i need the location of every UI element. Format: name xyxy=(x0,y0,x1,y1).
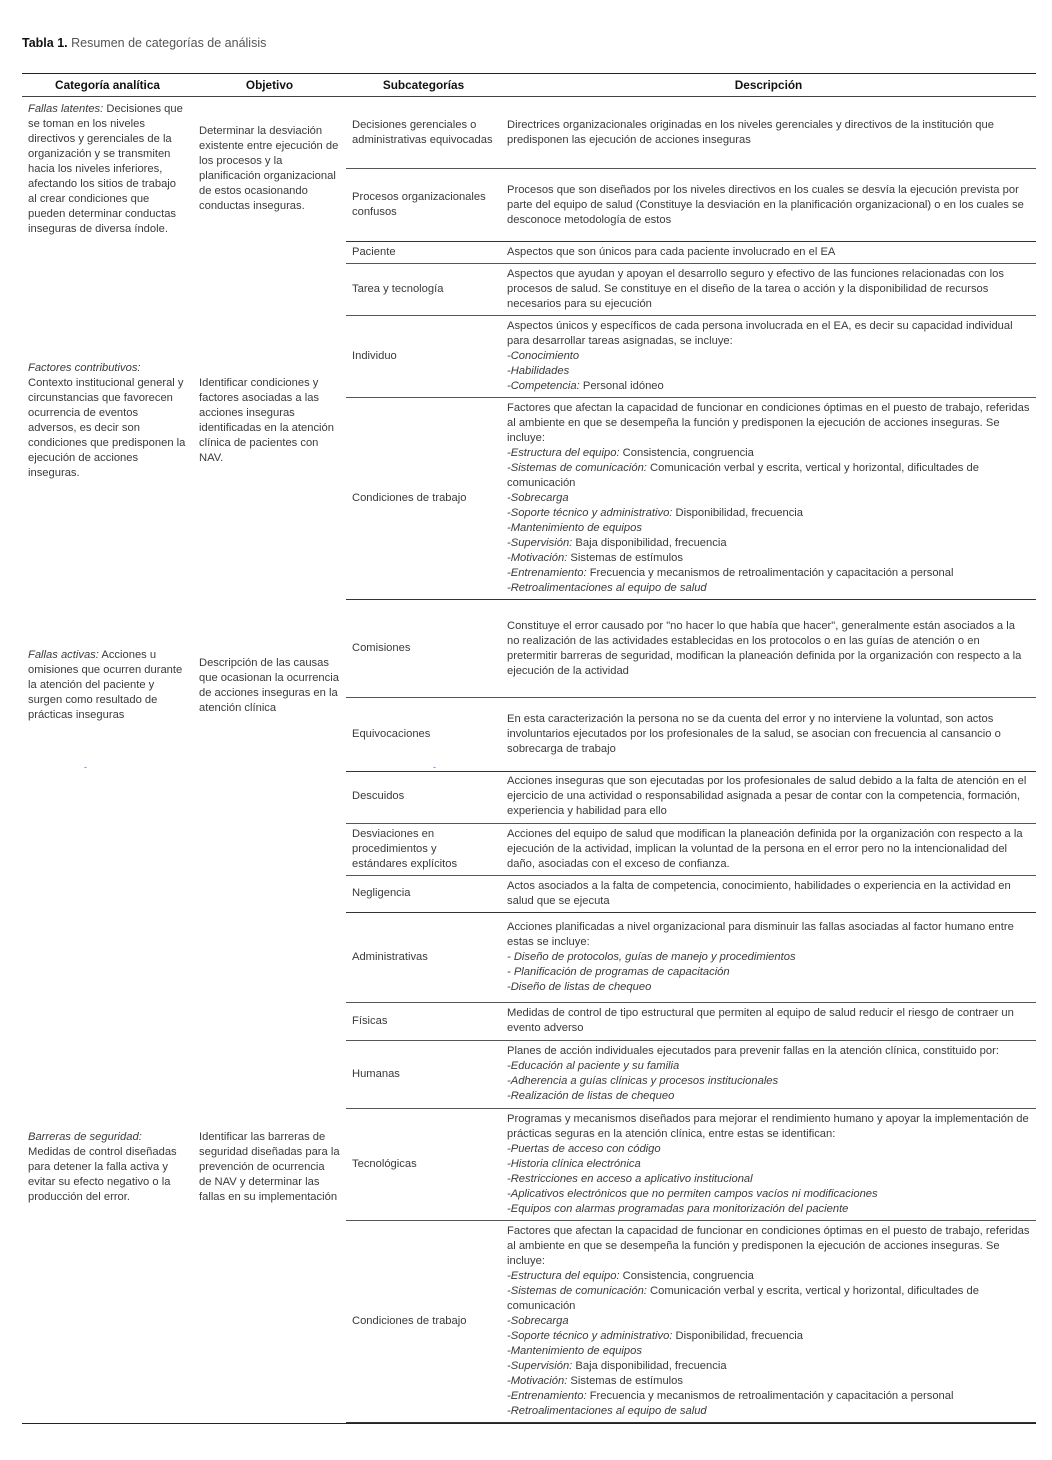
item-label: -Retroalimentaciones al equipo de salud xyxy=(507,582,707,594)
description-item xyxy=(507,1344,1030,1359)
subcategory-text: Decisiones gerenciales o administrativas equivocadas xyxy=(352,118,493,146)
description-cell xyxy=(501,1002,1036,1040)
subcategory-cell xyxy=(346,823,501,875)
description-item xyxy=(507,461,1030,491)
description-item xyxy=(507,965,1030,980)
category-label: Fallas activas: xyxy=(28,649,99,661)
subcategory-text: Comisiones xyxy=(352,642,411,654)
item-text: Personal idóneo xyxy=(579,380,664,392)
subcategory-cell xyxy=(346,1002,501,1040)
item-label: -Competencia: xyxy=(507,380,580,392)
header-subcategorias: Subcategorías xyxy=(346,74,501,97)
objective-cell xyxy=(193,600,346,772)
description-text: Acciones inseguras que son ejecutadas por los profesionales de salud debido a la falta de atención en el ejercicio de una actividad o responsabilidad asignada a pesar de contar con la competencia, formación, experiencia y habilidad para ello xyxy=(507,775,1027,818)
category-text: Medidas de control diseñadas para detener la falla activa y evitar su efecto negativo o la producción del error. xyxy=(28,1145,177,1203)
objective-text: Identificar las barreras de seguridad diseñadas para la prevención de ocurrencia de NAV y determinar las fallas en su implementación xyxy=(199,1130,340,1203)
caption-label: Tabla 1. xyxy=(22,36,68,50)
description-item xyxy=(507,1074,1030,1089)
description-item xyxy=(507,566,1030,581)
description-item xyxy=(507,1374,1030,1389)
description-text: Acciones del equipo de salud que modifican la planeación definida por la organización con respecto a la ejecución de la actividad, implican la voluntad de la persona en el error pero no la intencionalidad del daño, asociadas con el exceso de confianza. xyxy=(507,827,1023,870)
description-item xyxy=(507,1059,1030,1074)
subcategory-text: Condiciones de trabajo xyxy=(352,492,467,504)
description-item xyxy=(507,1172,1030,1187)
subcategory-cell xyxy=(346,398,501,600)
table-row xyxy=(22,97,1036,169)
description-item xyxy=(507,1089,1030,1104)
subcategory-cell xyxy=(346,264,501,316)
subcategory-text: Tarea y tecnología xyxy=(352,283,444,295)
description-item xyxy=(507,1314,1030,1329)
item-text: Sistemas de estímulos xyxy=(567,1374,683,1387)
item-label: -Sistemas de comunicación: xyxy=(507,462,647,474)
category-label: Factores contributivos: xyxy=(28,361,141,374)
subcategory-cell xyxy=(346,875,501,912)
description-item xyxy=(507,349,1030,364)
item-label: -Motivación: xyxy=(507,552,568,564)
description-intro: Acciones planificadas a nivel organizacional para disminuir las fallas asociadas al factor humano entre estas se incluye: xyxy=(507,920,1014,948)
item-label: -Habilidades xyxy=(507,365,570,377)
item-text: Disponibilidad, frecuencia xyxy=(672,507,804,519)
subcategory-text: Individuo xyxy=(352,350,397,362)
subcategory-cell xyxy=(346,1220,501,1422)
subcategory-cell xyxy=(346,97,501,169)
item-text: Disponibilidad, frecuencia xyxy=(672,1329,804,1342)
category-cell xyxy=(22,771,193,912)
description-item xyxy=(507,1329,1030,1344)
item-label: -Motivación: xyxy=(507,1374,568,1387)
subcategory-cell xyxy=(346,698,501,772)
description-cell xyxy=(501,875,1036,912)
description-cell xyxy=(501,823,1036,875)
item-label: -Sistemas de comunicación: xyxy=(507,1284,647,1297)
item-text: Baja disponibilidad, frecuencia xyxy=(572,537,727,549)
description-item xyxy=(507,551,1030,566)
subcategory-text: Tecnológicas xyxy=(352,1157,417,1170)
subcategory-text: Procesos organizacionales confusos xyxy=(352,191,486,218)
stray-mark: - xyxy=(84,762,87,772)
item-text: Sistemas de estímulos xyxy=(567,552,683,564)
item-label: -Realización de listas de chequeo xyxy=(507,1090,675,1102)
category-cell xyxy=(22,242,193,600)
description-item xyxy=(507,1202,1030,1217)
category-label: Barreras de seguridad: xyxy=(28,1130,142,1143)
item-label: - Planificación de programas de capacitación xyxy=(507,965,730,978)
item-label: -Restricciones en acceso a aplicativo institucional xyxy=(507,1172,753,1185)
subcategory-text: Físicas xyxy=(352,1014,388,1027)
description-item xyxy=(507,1389,1030,1404)
stray-mark: - xyxy=(433,762,436,772)
description-text: Aspectos que son únicos para cada paciente involucrado en el EA xyxy=(507,246,836,258)
description-text: Directrices organizacionales originadas en los niveles gerenciales y directivos de la institución que predisponen las ejecución de acciones inseguras xyxy=(507,118,994,146)
description-cell xyxy=(501,771,1036,823)
table-row xyxy=(22,242,1036,264)
item-text: Comunicación verbal y escrita, vertical y horizontal, dificultades de comunicación xyxy=(507,462,979,489)
item-label: -Estructura del equipo: xyxy=(507,447,620,459)
table-row xyxy=(22,771,1036,823)
subcategory-text: Administrativas xyxy=(352,950,428,963)
description-cell xyxy=(501,169,1036,242)
description-item xyxy=(507,379,1030,394)
description-intro: Factores que afectan la capacidad de funcionar en condiciones óptimas en el puesto de trabajo, referidas al ambiente en que se desempeña la función y predisponen la ejecución de acciones inseguras. Se incluye: xyxy=(507,1224,1030,1267)
header-categoria: Categoría analítica xyxy=(22,74,193,97)
subcategory-cell xyxy=(346,316,501,398)
subcategory-text: Negligencia xyxy=(352,887,411,899)
subcategory-cell xyxy=(346,600,501,698)
item-label: -Soporte técnico y administrativo: xyxy=(507,1329,673,1342)
description-cell xyxy=(501,316,1036,398)
description-item xyxy=(507,950,1030,965)
description-item xyxy=(507,1187,1030,1202)
item-label: -Soporte técnico y administrativo: xyxy=(507,507,673,519)
item-label: -Conocimiento xyxy=(507,350,580,362)
item-text: Frecuencia y mecanismos de retroalimentación y capacitación a personal xyxy=(586,1389,954,1402)
description-item xyxy=(507,446,1030,461)
header-descripcion: Descripción xyxy=(501,74,1036,97)
description-item xyxy=(507,364,1030,379)
category-text: Acciones u omisiones que ocurren durante la atención del paciente y surgen como resultado de prácticas inseguras xyxy=(28,649,183,721)
item-label: -Diseño de listas de chequeo xyxy=(507,980,652,993)
objective-cell xyxy=(193,97,346,242)
description-item xyxy=(507,581,1030,596)
item-label: -Sobrecarga xyxy=(507,492,569,504)
description-text: Medidas de control de tipo estructural que permiten al equipo de salud reducir el riesgo de contraer un evento adverso xyxy=(507,1007,1014,1034)
description-cell xyxy=(501,698,1036,772)
description-text: Actos asociados a la falta de competencia, conocimiento, habilidades o experiencia en la actividad en salud que se ejecuta xyxy=(507,879,1011,907)
description-item xyxy=(507,1359,1030,1374)
item-label: -Mantenimiento de equipos xyxy=(507,522,642,534)
item-label: -Educación al paciente y su familia xyxy=(507,1060,680,1072)
objective-text: Determinar la desviación existente entre ejecución de los procesos y la planificación organizacional de estos ocasionando conductas inseguras. xyxy=(199,125,339,213)
description-cell xyxy=(501,1040,1036,1108)
description-item xyxy=(507,1404,1030,1419)
summary-table-part-1 xyxy=(22,73,1036,772)
subcategory-text: Humanas xyxy=(352,1067,400,1080)
category-cell xyxy=(22,912,193,1422)
description-intro: Aspectos únicos y específicos de cada persona involucrada en el EA, es decir su capacidad individual para desarrollar tareas asignadas, se incluye: xyxy=(507,320,1013,347)
subcategory-cell xyxy=(346,1040,501,1108)
description-cell xyxy=(501,600,1036,698)
description-cell xyxy=(501,1220,1036,1422)
description-item xyxy=(507,536,1030,551)
item-label: -Adherencia a guías clínicas y procesos institucionales xyxy=(507,1075,779,1087)
item-label: -Puertas de acceso con código xyxy=(507,1142,661,1155)
objective-text: Identificar condiciones y factores asociadas a las acciones inseguras identificadas en la atención clínica de pacientes con NAV. xyxy=(199,376,334,464)
subcategory-text: Desviaciones en procedimientos y estándares explícitos xyxy=(352,827,458,870)
table-row xyxy=(22,600,1036,698)
subcategory-cell xyxy=(346,771,501,823)
category-text: Decisiones que se toman en los niveles directivos y gerenciales de la organización y se transmiten hacia los niveles inferiores, afectando los sitios de trabajo al crear condiciones que pueden determinar conductas inseguras de diversa índole. xyxy=(28,102,183,235)
category-cell xyxy=(22,97,193,242)
subcategory-text: Descuidos xyxy=(352,790,405,803)
item-label: -Aplicativos electrónicos que no permiten campos vacíos ni modificaciones xyxy=(507,1187,878,1200)
objective-cell xyxy=(193,771,346,912)
caption-text: Resumen de categorías de análisis xyxy=(71,36,267,50)
objective-cell xyxy=(193,242,346,600)
description-cell xyxy=(501,1108,1036,1220)
description-cell xyxy=(501,242,1036,264)
objective-text: Descripción de las causas que ocasionan la ocurrencia de acciones inseguras en la atención clínica xyxy=(199,656,339,714)
item-label: -Supervisión: xyxy=(507,1359,573,1372)
item-label: -Sobrecarga xyxy=(507,1314,569,1327)
description-text: Procesos que son diseñados por los niveles directivos en los cuales se desvía la ejecución prevista por parte del equipo de salud (Constituye la desviación en la planificación organizacional) o en los cuales se desconoce metodología de estos xyxy=(507,183,1024,226)
description-intro: Factores que afectan la capacidad de funcionar en condiciones óptimas en el puesto de trabajo, referidas al ambiente en que se desempeña la función y predisponen la ejecución de acciones inseguras. Se incluye: xyxy=(507,402,1030,444)
description-intro: Programas y mecanismos diseñados para mejorar el rendimiento humano y apoyar la implementación de prácticas seguras en la atención clínica, entre estas se identifican: xyxy=(507,1112,1029,1140)
description-item xyxy=(507,1269,1030,1284)
header-objetivo: Objetivo xyxy=(193,74,346,97)
item-label: -Retroalimentaciones al equipo de salud xyxy=(507,1404,707,1417)
subcategory-cell xyxy=(346,169,501,242)
subcategory-text: Equivocaciones xyxy=(352,728,431,740)
item-text: Consistencia, congruencia xyxy=(619,447,754,459)
description-item xyxy=(507,1142,1030,1157)
description-intro: Planes de acción individuales ejecutados para prevenir fallas en la atención clínica, constituido por: xyxy=(507,1045,999,1057)
category-text: Contexto institucional general y circunstancias que favorecen ocurrencia de eventos adversos, es decir son condiciones que predisponen la ejecución de acciones inseguras. xyxy=(28,376,186,479)
description-cell xyxy=(501,97,1036,169)
subcategory-cell xyxy=(346,912,501,1002)
category-label: Fallas latentes: xyxy=(28,102,104,115)
item-text: Consistencia, congruencia xyxy=(619,1269,754,1282)
description-cell xyxy=(501,264,1036,316)
description-item xyxy=(507,491,1030,506)
item-text: Frecuencia y mecanismos de retroalimentación y capacitación a personal xyxy=(586,567,954,579)
subcategory-cell xyxy=(346,242,501,264)
item-label: -Entrenamiento: xyxy=(507,567,587,579)
item-label: - Diseño de protocolos, guías de manejo y procedimientos xyxy=(507,950,796,963)
description-item xyxy=(507,980,1030,995)
description-text: En esta caracterización la persona no se da cuenta del error y no interviene la voluntad, son actos involuntarios ejecutados por los profesionales de la salud, se asocian con frecuencia al cansancio o sobrecarga de trabajo xyxy=(507,713,1001,755)
objective-cell xyxy=(193,912,346,1422)
description-text: Constituye el error causado por "no hacer lo que había que hacer", generalmente están asociados a la no realización de las actividades establecidas en los protocolos o en las guías de atención o en pretermitir barreras de seguridad, modifican la planeación definida por la organización con respecto a la ejecución de la actividad xyxy=(507,619,1022,677)
description-item xyxy=(507,1157,1030,1172)
subcategory-cell xyxy=(346,1108,501,1220)
subcategory-text: Condiciones de trabajo xyxy=(352,1314,467,1327)
subcategory-text: Paciente xyxy=(352,246,396,258)
description-text: Aspectos que ayudan y apoyan el desarrollo seguro y efectivo de las funciones relacionadas con los procesos de salud. Se constituye en el diseño de la tarea o acción y la disponibilidad de recursos necesarios para su ejecución xyxy=(507,268,1004,310)
item-label: -Historia clínica electrónica xyxy=(507,1157,641,1170)
item-label: -Mantenimiento de equipos xyxy=(507,1344,642,1357)
description-cell xyxy=(501,912,1036,1002)
item-label: -Estructura del equipo: xyxy=(507,1269,620,1282)
description-item xyxy=(507,506,1030,521)
item-label: -Entrenamiento: xyxy=(507,1389,587,1402)
description-cell xyxy=(501,398,1036,600)
description-item xyxy=(507,521,1030,536)
category-cell xyxy=(22,600,193,772)
item-label: -Supervisión: xyxy=(507,537,573,549)
table-bottom-rule xyxy=(22,1423,1036,1424)
description-item xyxy=(507,1284,1030,1314)
table-row xyxy=(22,912,1036,1002)
item-label: -Equipos con alarmas programadas para monitorización del paciente xyxy=(507,1202,849,1215)
summary-table-part-2 xyxy=(22,771,1036,1423)
table-header-row xyxy=(22,74,1036,97)
item-text: Comunicación verbal y escrita, vertical y horizontal, dificultades de comunicación xyxy=(507,1284,979,1312)
table-caption xyxy=(22,36,266,50)
item-text: Baja disponibilidad, frecuencia xyxy=(572,1359,727,1372)
